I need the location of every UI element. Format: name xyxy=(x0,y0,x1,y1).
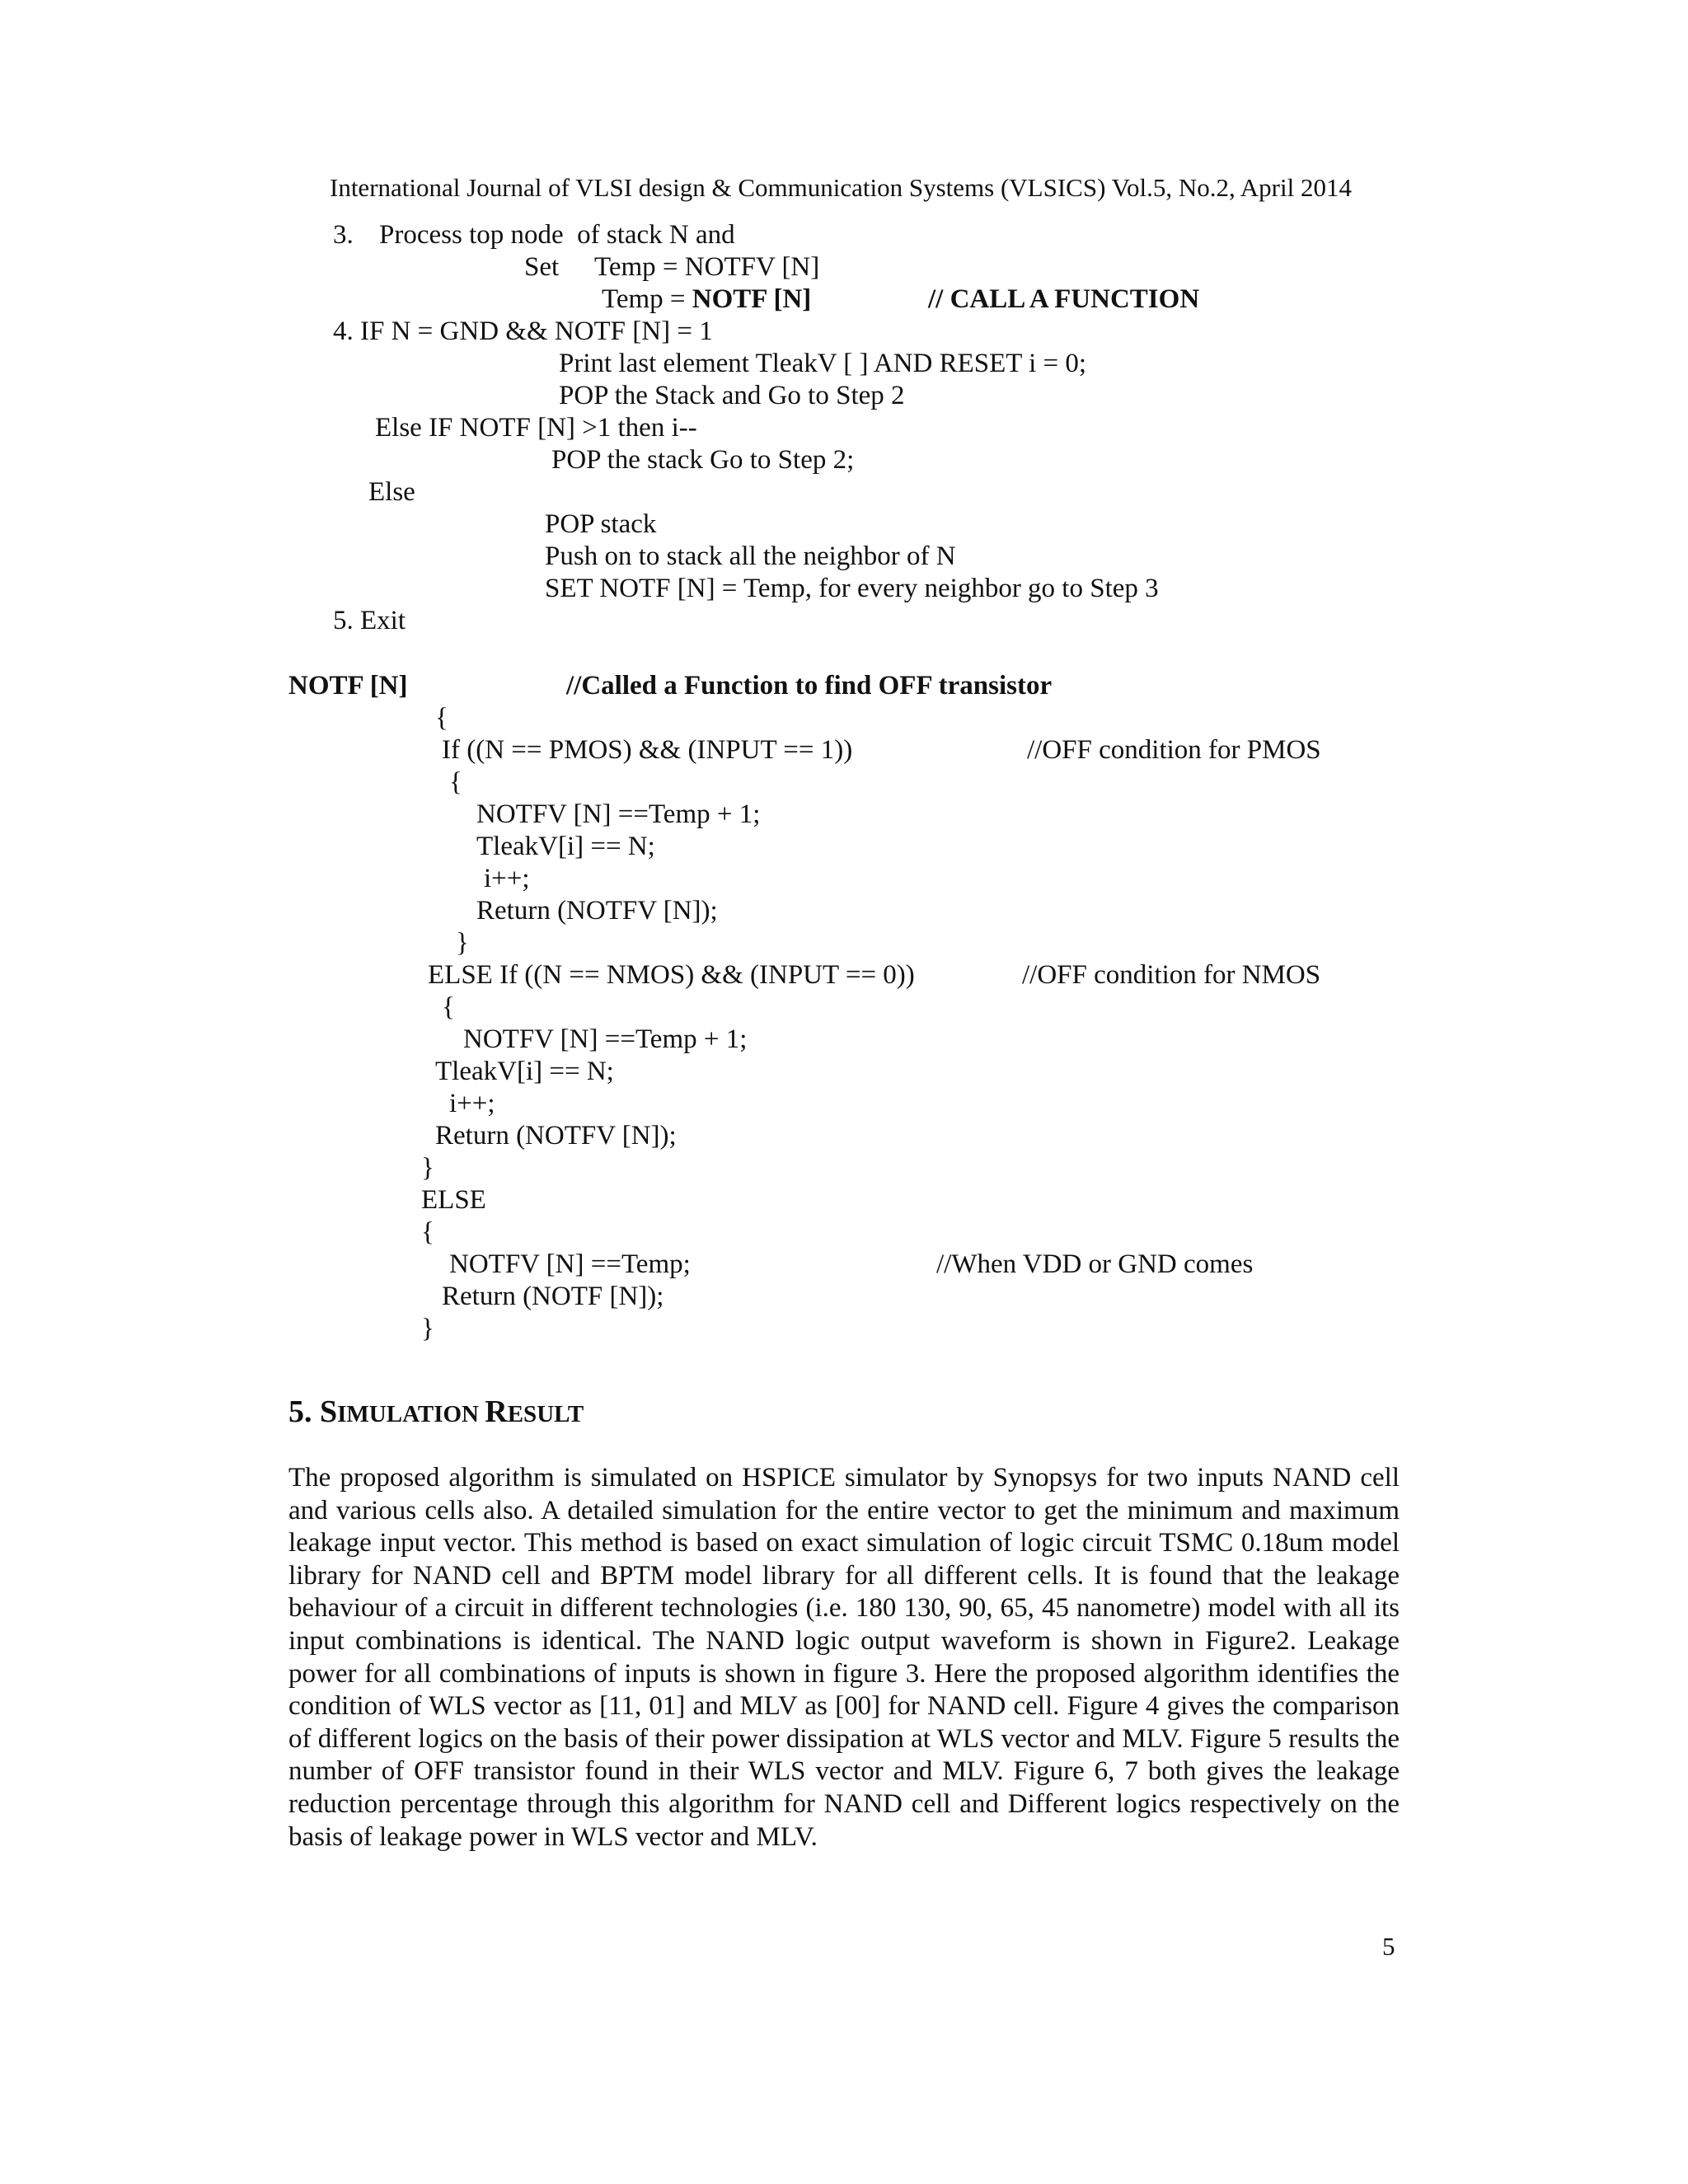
nmos-notfv: NOTFV [N] ==Temp + 1; xyxy=(463,1024,748,1054)
function-name: NOTF [N] xyxy=(288,671,408,701)
section-number: 5. xyxy=(288,1394,320,1429)
step3-set: Set xyxy=(524,252,560,282)
nmos-tleak: TleakV[i] == N; xyxy=(435,1057,614,1086)
step3-text: Process top node of stack N and xyxy=(379,220,735,250)
nmos-increment: i++; xyxy=(449,1089,495,1118)
step4-push: Push on to stack all the neighbor of N xyxy=(545,541,956,571)
pmos-open-brace: { xyxy=(449,767,462,797)
section-title-esult: ESULT xyxy=(507,1401,584,1427)
step3-label: 3. xyxy=(333,220,354,250)
pmos-increment: i++; xyxy=(484,864,530,893)
step4-if: 4. IF N = GND && NOTF [N] = 1 xyxy=(333,316,713,346)
function-open-brace: { xyxy=(435,703,448,733)
section-title-r: R xyxy=(485,1394,508,1429)
pmos-return: Return (NOTFV [N]); xyxy=(476,896,718,926)
nmos-comment: //OFF condition for NMOS xyxy=(1022,960,1321,990)
section-heading xyxy=(288,1393,584,1433)
else-close-brace: } xyxy=(421,1314,434,1343)
step4-print: Print last element TleakV [ ] AND RESET i = 0; xyxy=(559,349,1087,378)
nmos-open-brace: { xyxy=(442,992,455,1022)
step3-temp-prefix: Temp = xyxy=(602,284,692,314)
pmos-close-brace: } xyxy=(456,928,469,958)
else-keyword: ELSE xyxy=(421,1185,486,1215)
else-open-brace: { xyxy=(421,1217,434,1247)
journal-header: International Journal of VLSI design & Communication Systems (VLSICS) Vol.5, No.2, April 2014 xyxy=(330,173,1352,202)
pmos-notfv: NOTFV [N] ==Temp + 1; xyxy=(476,799,761,829)
step4-else: Else xyxy=(368,477,415,507)
step3-temp-notf-bold: NOTF [N] xyxy=(692,284,812,314)
step3-temp-notf xyxy=(602,283,811,316)
section-title-imulation: IMULATION xyxy=(337,1401,485,1427)
elseif-nmos: ELSE If ((N == NMOS) && (INPUT == 0)) xyxy=(428,960,915,990)
pmos-tleak: TleakV[i] == N; xyxy=(476,832,655,861)
step4-elseif: Else IF NOTF [N] >1 then i-- xyxy=(375,413,697,443)
call-function-comment: // CALL A FUNCTION xyxy=(928,284,1200,314)
step3-temp-notfv: Temp = NOTFV [N] xyxy=(594,252,820,282)
simulation-paragraph: The proposed algorithm is simulated on HSPICE simulator by Synopsys for two inputs NAND cell and various cells also. A detailed simulation for the entire vector to get the minimum and maximum leakage input vector. This method is based on exact simulation of logic circuit TSMC 0.18um model library for NAND cell and BPTM model library for all different cells. It is found that the leakage behaviour of a circuit in different technologies (i.e. 180 130, 90, 65, 45 nanometre) model with all its input combinations is identical. The NAND logic output waveform is shown in Figure2. Leakage power for all combinations of inputs is shown in figure 3. Here the proposed algorithm identifies the condition of WLS vector as [11, 01] and MLV as [00] for NAND cell. Figure 4 gives the comparison of different logics on the basis of their power dissipation at WLS vector and MLV. Figure 5 results the number of OFF transistor found in their WLS vector and MLV. Figure 6, 7 both gives the leakage reduction percentage through this algorithm for NAND cell and Different logics respectively on the basis of leakage power in WLS vector and MLV. xyxy=(288,1463,1400,1852)
section-title-s: S xyxy=(320,1394,338,1429)
page-number: 5 xyxy=(1382,1932,1395,1961)
function-comment: //Called a Function to find OFF transistor xyxy=(566,671,1053,701)
pmos-comment: //OFF condition for PMOS xyxy=(1027,735,1321,765)
else-comment: //When VDD or GND comes xyxy=(936,1249,1254,1279)
step4-pop2: POP the stack Go to Step 2; xyxy=(551,445,855,475)
step4-setnotf: SET NOTF [N] = Temp, for every neighbor go to Step 3 xyxy=(545,574,1159,603)
if-pmos: If ((N == PMOS) && (INPUT == 1)) xyxy=(442,735,853,765)
nmos-close-brace: } xyxy=(421,1153,434,1183)
else-notfv: NOTFV [N] ==Temp; xyxy=(449,1249,691,1279)
step4-popstack: POP stack xyxy=(545,509,657,539)
step5-exit: 5. Exit xyxy=(333,606,406,635)
else-return: Return (NOTF [N]); xyxy=(442,1282,664,1311)
nmos-return: Return (NOTFV [N]); xyxy=(435,1121,677,1151)
step4-pop: POP the Stack and Go to Step 2 xyxy=(559,381,905,410)
